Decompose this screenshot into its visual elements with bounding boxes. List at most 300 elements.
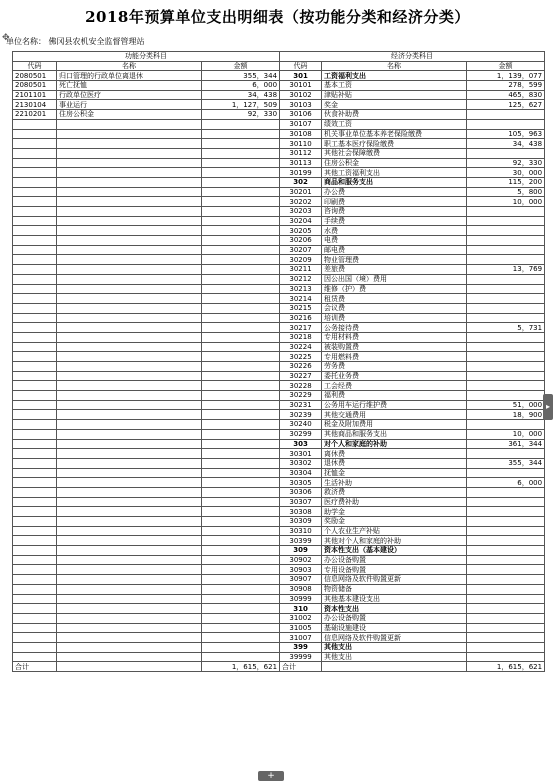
economic-code-cell: 30103 bbox=[280, 100, 322, 110]
table-row bbox=[13, 546, 545, 556]
table-row bbox=[13, 274, 545, 284]
table-row bbox=[13, 284, 545, 294]
economic-amount-cell bbox=[467, 226, 545, 236]
functional-amount-cell bbox=[202, 371, 280, 381]
table-row bbox=[13, 604, 545, 614]
economic-amount-cell bbox=[467, 594, 545, 604]
budget-sheet bbox=[12, 51, 544, 769]
economic-code-cell: 309 bbox=[280, 546, 322, 556]
economic-name-cell: 手续费 bbox=[322, 216, 467, 226]
functional-name-cell bbox=[57, 623, 202, 633]
functional-amount-cell bbox=[202, 332, 280, 342]
functional-code-cell bbox=[13, 245, 57, 255]
table-row bbox=[13, 526, 545, 536]
functional-code-cell bbox=[13, 139, 57, 149]
economic-name-cell: 其他工资福利支出 bbox=[322, 168, 467, 178]
economic-name-cell: 医疗费补助 bbox=[322, 497, 467, 507]
functional-name-cell: 住房公积金 bbox=[57, 110, 202, 120]
functional-name-cell bbox=[57, 381, 202, 391]
functional-amount-cell bbox=[202, 129, 280, 139]
economic-name-cell: 劳务费 bbox=[322, 362, 467, 372]
functional-name-cell bbox=[57, 449, 202, 459]
economic-name-cell: 离休费 bbox=[322, 449, 467, 459]
table-row bbox=[13, 391, 545, 401]
column-header-row bbox=[13, 61, 545, 71]
table-row bbox=[13, 216, 545, 226]
economic-code-cell: 30218 bbox=[280, 332, 322, 342]
table-row bbox=[13, 652, 545, 662]
functional-amount-cell bbox=[202, 642, 280, 652]
functional-code-cell bbox=[13, 555, 57, 565]
economic-name-cell: 税金及附加费用 bbox=[322, 420, 467, 430]
economic-total-amount: 1，615，621 bbox=[467, 662, 545, 672]
functional-amount-cell bbox=[202, 458, 280, 468]
functional-amount-cell bbox=[202, 294, 280, 304]
functional-amount-cell bbox=[202, 487, 280, 497]
economic-code-cell: 30224 bbox=[280, 342, 322, 352]
functional-name-cell bbox=[57, 633, 202, 643]
economic-name-cell: 维修（护）费 bbox=[322, 284, 467, 294]
economic-code-cell: 30999 bbox=[280, 594, 322, 604]
functional-amount-cell bbox=[202, 255, 280, 265]
table-row bbox=[13, 642, 545, 652]
expand-bottom-handle[interactable]: + bbox=[258, 771, 284, 781]
economic-amount-cell bbox=[467, 391, 545, 401]
functional-code-header: 代码 bbox=[13, 61, 57, 71]
economic-code-cell: 30902 bbox=[280, 555, 322, 565]
functional-amount-cell bbox=[202, 381, 280, 391]
functional-code-cell bbox=[13, 274, 57, 284]
table-row bbox=[13, 255, 545, 265]
functional-name-cell bbox=[57, 371, 202, 381]
move-handle-icon[interactable]: ✥ bbox=[2, 33, 10, 43]
table-row bbox=[13, 71, 545, 81]
functional-amount-cell bbox=[202, 633, 280, 643]
economic-name-cell: 福利费 bbox=[322, 391, 467, 401]
functional-amount-cell: 34，438 bbox=[202, 90, 280, 100]
table-row bbox=[13, 381, 545, 391]
economic-name-cell: 助学金 bbox=[322, 507, 467, 517]
economic-name-cell: 公务接待费 bbox=[322, 323, 467, 333]
functional-amount-cell bbox=[202, 168, 280, 178]
functional-amount-cell bbox=[202, 429, 280, 439]
economic-name-header: 名称 bbox=[322, 61, 467, 71]
economic-name-cell: 其他交通费用 bbox=[322, 410, 467, 420]
functional-code-cell bbox=[13, 594, 57, 604]
economic-name-cell: 生活补助 bbox=[322, 478, 467, 488]
table-row bbox=[13, 371, 545, 381]
economic-amount-cell: 10，000 bbox=[467, 197, 545, 207]
economic-code-cell: 30228 bbox=[280, 381, 322, 391]
economic-name-cell: 咨询费 bbox=[322, 207, 467, 217]
functional-code-cell bbox=[13, 216, 57, 226]
functional-total-amount: 1，615，621 bbox=[202, 662, 280, 672]
economic-name-cell: 住房公积金 bbox=[322, 158, 467, 168]
economic-name-cell: 公务用车运行维护费 bbox=[322, 400, 467, 410]
economic-code-cell: 30215 bbox=[280, 303, 322, 313]
economic-code-cell: 30217 bbox=[280, 323, 322, 333]
economic-code-cell: 30231 bbox=[280, 400, 322, 410]
economic-amount-header: 金额 bbox=[467, 61, 545, 71]
functional-name-cell bbox=[57, 148, 202, 158]
table-row bbox=[13, 458, 545, 468]
functional-name-cell bbox=[57, 245, 202, 255]
economic-code-cell: 30209 bbox=[280, 255, 322, 265]
table-row bbox=[13, 119, 545, 129]
functional-code-cell bbox=[13, 526, 57, 536]
economic-code-cell: 30399 bbox=[280, 536, 322, 546]
economic-name-cell: 其他基本建设支出 bbox=[322, 594, 467, 604]
functional-code-cell bbox=[13, 507, 57, 517]
table-row bbox=[13, 410, 545, 420]
economic-code-cell: 399 bbox=[280, 642, 322, 652]
economic-name-cell: 其他支出 bbox=[322, 652, 467, 662]
economic-name-cell: 会议费 bbox=[322, 303, 467, 313]
economic-amount-cell bbox=[467, 420, 545, 430]
economic-amount-cell bbox=[467, 148, 545, 158]
functional-name-cell bbox=[57, 177, 202, 187]
economic-code-cell: 30240 bbox=[280, 420, 322, 430]
functional-amount-cell bbox=[202, 362, 280, 372]
functional-code-cell bbox=[13, 187, 57, 197]
functional-amount-cell bbox=[202, 148, 280, 158]
economic-amount-cell bbox=[467, 623, 545, 633]
economic-name-cell: 专用设备购置 bbox=[322, 565, 467, 575]
table-row bbox=[13, 352, 545, 362]
economic-code-cell: 30310 bbox=[280, 526, 322, 536]
economic-amount-cell bbox=[467, 381, 545, 391]
economic-amount-cell bbox=[467, 536, 545, 546]
functional-code-cell bbox=[13, 148, 57, 158]
functional-code-cell: 2101101 bbox=[13, 90, 57, 100]
functional-name-cell bbox=[57, 410, 202, 420]
economic-amount-cell bbox=[467, 119, 545, 129]
functional-name-cell bbox=[57, 255, 202, 265]
table-row bbox=[13, 449, 545, 459]
table-row bbox=[13, 565, 545, 575]
functional-name-cell bbox=[57, 342, 202, 352]
economic-code-cell: 302 bbox=[280, 177, 322, 187]
unit-name: 佛冈县农机安全监督管理站 bbox=[48, 37, 145, 46]
economic-code-cell: 30226 bbox=[280, 362, 322, 372]
functional-code-cell bbox=[13, 613, 57, 623]
economic-code-cell: 30206 bbox=[280, 236, 322, 246]
economic-code-cell: 30907 bbox=[280, 575, 322, 585]
functional-name-cell bbox=[57, 294, 202, 304]
functional-name-cell bbox=[57, 429, 202, 439]
economic-code-cell: 30239 bbox=[280, 410, 322, 420]
functional-name-cell bbox=[57, 187, 202, 197]
table-row bbox=[13, 575, 545, 585]
functional-name-cell: 死亡抚恤 bbox=[57, 81, 202, 91]
functional-code-cell bbox=[13, 449, 57, 459]
economic-code-cell: 30304 bbox=[280, 468, 322, 478]
functional-amount-cell bbox=[202, 478, 280, 488]
functional-code-cell bbox=[13, 255, 57, 265]
functional-name-header: 名称 bbox=[57, 61, 202, 71]
functional-amount-cell bbox=[202, 613, 280, 623]
functional-amount-cell bbox=[202, 226, 280, 236]
economic-code-cell: 30203 bbox=[280, 207, 322, 217]
table-row bbox=[13, 90, 545, 100]
economic-code-cell: 30112 bbox=[280, 148, 322, 158]
functional-amount-cell: 6，000 bbox=[202, 81, 280, 91]
functional-code-cell bbox=[13, 197, 57, 207]
table-row bbox=[13, 633, 545, 643]
functional-code-cell bbox=[13, 536, 57, 546]
unit-name-line bbox=[6, 36, 145, 47]
economic-amount-cell: 5，800 bbox=[467, 187, 545, 197]
economic-code-cell: 30214 bbox=[280, 294, 322, 304]
functional-amount-cell bbox=[202, 119, 280, 129]
economic-amount-cell bbox=[467, 604, 545, 614]
functional-name-cell bbox=[57, 652, 202, 662]
functional-name-cell bbox=[57, 517, 202, 527]
functional-amount-cell bbox=[202, 216, 280, 226]
economic-name-cell: 培训费 bbox=[322, 313, 467, 323]
functional-name-cell bbox=[57, 604, 202, 614]
table-row bbox=[13, 81, 545, 91]
economic-name-cell: 专用燃料费 bbox=[322, 352, 467, 362]
economic-amount-cell bbox=[467, 517, 545, 527]
economic-group-header: 经济分类科目 bbox=[280, 52, 545, 62]
functional-code-cell bbox=[13, 410, 57, 420]
functional-amount-cell bbox=[202, 236, 280, 246]
economic-name-cell: 租赁费 bbox=[322, 294, 467, 304]
economic-amount-cell bbox=[467, 555, 545, 565]
economic-name-cell: 印刷费 bbox=[322, 197, 467, 207]
economic-code-header: 代码 bbox=[280, 61, 322, 71]
functional-code-cell bbox=[13, 429, 57, 439]
page-title: 2018年预算单位支出明细表（按功能分类和经济分类） bbox=[85, 8, 470, 26]
functional-name-cell bbox=[57, 478, 202, 488]
functional-code-cell bbox=[13, 604, 57, 614]
economic-name-cell: 物业管理费 bbox=[322, 255, 467, 265]
economic-code-cell: 30110 bbox=[280, 139, 322, 149]
functional-amount-cell bbox=[202, 497, 280, 507]
functional-code-cell bbox=[13, 546, 57, 556]
functional-group-header: 功能分类科目 bbox=[13, 52, 280, 62]
table-row bbox=[13, 478, 545, 488]
expand-right-handle[interactable]: ▸ bbox=[543, 394, 553, 420]
functional-code-cell bbox=[13, 236, 57, 246]
economic-name-cell: 其他对个人和家庭的补助 bbox=[322, 536, 467, 546]
functional-name-cell bbox=[57, 536, 202, 546]
economic-name-cell: 其他商品和服务支出 bbox=[322, 429, 467, 439]
functional-amount-cell bbox=[202, 274, 280, 284]
functional-name-cell bbox=[57, 216, 202, 226]
table-row bbox=[13, 584, 545, 594]
economic-name-cell: 机关事业单位基本养老保险缴费 bbox=[322, 129, 467, 139]
economic-amount-cell: 278，599 bbox=[467, 81, 545, 91]
functional-amount-cell bbox=[202, 546, 280, 556]
functional-name-cell bbox=[57, 139, 202, 149]
functional-amount-cell bbox=[202, 352, 280, 362]
economic-code-cell: 30306 bbox=[280, 487, 322, 497]
economic-code-cell: 30205 bbox=[280, 226, 322, 236]
economic-name-cell: 其他社会保障缴费 bbox=[322, 148, 467, 158]
functional-code-cell bbox=[13, 352, 57, 362]
economic-amount-cell bbox=[467, 642, 545, 652]
economic-name-cell: 水费 bbox=[322, 226, 467, 236]
table-row bbox=[13, 187, 545, 197]
economic-amount-cell bbox=[467, 613, 545, 623]
economic-amount-cell bbox=[467, 497, 545, 507]
functional-name-cell bbox=[57, 594, 202, 604]
functional-name-cell bbox=[57, 362, 202, 372]
functional-amount-cell bbox=[202, 158, 280, 168]
unit-label: 单位名称： bbox=[6, 37, 46, 46]
economic-code-cell: 30106 bbox=[280, 110, 322, 120]
economic-code-cell: 39999 bbox=[280, 652, 322, 662]
functional-name-cell bbox=[57, 613, 202, 623]
functional-code-cell bbox=[13, 332, 57, 342]
functional-name-cell bbox=[57, 526, 202, 536]
economic-name-cell: 其他支出 bbox=[322, 642, 467, 652]
functional-code-cell bbox=[13, 362, 57, 372]
economic-name-cell: 差旅费 bbox=[322, 265, 467, 275]
economic-name-cell: 办公设备购置 bbox=[322, 555, 467, 565]
functional-amount-cell bbox=[202, 323, 280, 333]
economic-amount-cell bbox=[467, 449, 545, 459]
functional-amount-cell bbox=[202, 584, 280, 594]
functional-name-cell bbox=[57, 458, 202, 468]
economic-name-cell: 商品和服务支出 bbox=[322, 177, 467, 187]
functional-code-cell bbox=[13, 575, 57, 585]
economic-name-cell: 邮电费 bbox=[322, 245, 467, 255]
economic-amount-cell bbox=[467, 526, 545, 536]
table-row bbox=[13, 332, 545, 342]
functional-name-cell bbox=[57, 468, 202, 478]
economic-code-cell: 30107 bbox=[280, 119, 322, 129]
functional-code-cell bbox=[13, 303, 57, 313]
table-row bbox=[13, 497, 545, 507]
functional-name-cell bbox=[57, 487, 202, 497]
functional-amount-cell bbox=[202, 517, 280, 527]
functional-amount-cell: 92，330 bbox=[202, 110, 280, 120]
functional-code-cell bbox=[13, 478, 57, 488]
economic-amount-cell: 51，000 bbox=[467, 400, 545, 410]
economic-code-cell: 30199 bbox=[280, 168, 322, 178]
functional-name-cell bbox=[57, 400, 202, 410]
economic-code-cell: 31007 bbox=[280, 633, 322, 643]
table-row bbox=[13, 158, 545, 168]
functional-amount-cell: 1，127，509 bbox=[202, 100, 280, 110]
functional-name-cell: 行政单位医疗 bbox=[57, 90, 202, 100]
table-row bbox=[13, 507, 545, 517]
economic-name-cell: 奖金 bbox=[322, 100, 467, 110]
table-row bbox=[13, 594, 545, 604]
functional-amount-cell bbox=[202, 410, 280, 420]
economic-name-cell: 因公出国（境）费用 bbox=[322, 274, 467, 284]
economic-amount-cell: 465，830 bbox=[467, 90, 545, 100]
functional-code-cell bbox=[13, 458, 57, 468]
total-row bbox=[13, 662, 545, 672]
economic-code-cell: 31005 bbox=[280, 623, 322, 633]
functional-code-cell bbox=[13, 439, 57, 449]
economic-amount-cell bbox=[467, 507, 545, 517]
functional-code-cell: 2210201 bbox=[13, 110, 57, 120]
economic-code-cell: 30305 bbox=[280, 478, 322, 488]
economic-code-cell: 30207 bbox=[280, 245, 322, 255]
functional-code-cell bbox=[13, 294, 57, 304]
economic-name-cell: 资本性支出 bbox=[322, 604, 467, 614]
economic-amount-cell bbox=[467, 255, 545, 265]
table-row bbox=[13, 468, 545, 478]
functional-code-cell bbox=[13, 565, 57, 575]
functional-code-cell bbox=[13, 420, 57, 430]
functional-name-cell bbox=[57, 642, 202, 652]
economic-amount-cell bbox=[467, 284, 545, 294]
table-row bbox=[13, 517, 545, 527]
economic-name-cell: 抚恤金 bbox=[322, 468, 467, 478]
economic-code-cell: 30302 bbox=[280, 458, 322, 468]
functional-amount-cell bbox=[202, 342, 280, 352]
economic-code-cell: 303 bbox=[280, 439, 322, 449]
functional-name-cell bbox=[57, 226, 202, 236]
economic-name-cell: 办公费 bbox=[322, 187, 467, 197]
economic-code-cell: 30299 bbox=[280, 429, 322, 439]
functional-code-cell bbox=[13, 652, 57, 662]
economic-name-cell: 电费 bbox=[322, 236, 467, 246]
table-row bbox=[13, 207, 545, 217]
economic-code-cell: 30307 bbox=[280, 497, 322, 507]
economic-name-cell: 物资储备 bbox=[322, 584, 467, 594]
table-row bbox=[13, 439, 545, 449]
economic-name-cell: 工会经费 bbox=[322, 381, 467, 391]
functional-amount-cell bbox=[202, 420, 280, 430]
table-row bbox=[13, 420, 545, 430]
functional-code-cell bbox=[13, 584, 57, 594]
functional-amount-cell bbox=[202, 604, 280, 614]
table-row bbox=[13, 313, 545, 323]
economic-code-cell: 30212 bbox=[280, 274, 322, 284]
group-header-row bbox=[13, 52, 545, 62]
functional-amount-cell bbox=[202, 187, 280, 197]
functional-code-cell bbox=[13, 129, 57, 139]
functional-name-cell bbox=[57, 158, 202, 168]
economic-code-cell: 30309 bbox=[280, 517, 322, 527]
functional-amount-cell bbox=[202, 449, 280, 459]
economic-name-cell: 办公设备购置 bbox=[322, 613, 467, 623]
table-row bbox=[13, 197, 545, 207]
economic-code-cell: 30202 bbox=[280, 197, 322, 207]
functional-code-cell bbox=[13, 633, 57, 643]
table-row bbox=[13, 100, 545, 110]
functional-name-cell bbox=[57, 197, 202, 207]
table-row bbox=[13, 177, 545, 187]
table-row bbox=[13, 265, 545, 275]
economic-code-cell: 30908 bbox=[280, 584, 322, 594]
economic-name-cell: 信息网络及软件购置更新 bbox=[322, 575, 467, 585]
functional-name-cell bbox=[57, 168, 202, 178]
economic-amount-cell bbox=[467, 110, 545, 120]
functional-code-cell bbox=[13, 265, 57, 275]
functional-name-cell bbox=[57, 274, 202, 284]
table-row bbox=[13, 129, 545, 139]
functional-amount-cell bbox=[202, 265, 280, 275]
economic-code-cell: 30225 bbox=[280, 352, 322, 362]
table-row bbox=[13, 236, 545, 246]
budget-table bbox=[12, 51, 545, 672]
functional-amount-cell bbox=[202, 303, 280, 313]
economic-amount-cell bbox=[467, 274, 545, 284]
economic-amount-cell bbox=[467, 633, 545, 643]
functional-code-cell bbox=[13, 313, 57, 323]
economic-amount-cell bbox=[467, 362, 545, 372]
economic-total-label: 合计 bbox=[280, 662, 322, 672]
economic-amount-cell bbox=[467, 216, 545, 226]
